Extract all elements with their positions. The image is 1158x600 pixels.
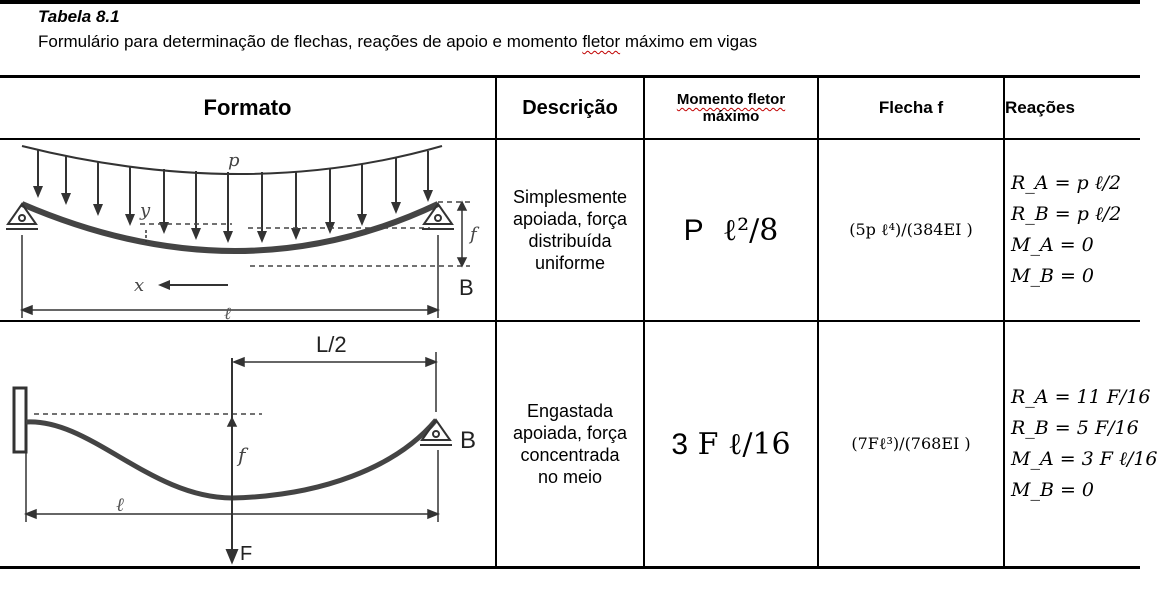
reacao-line: M_B = 0 (1011, 479, 1095, 501)
point-load-diagram (0, 322, 494, 566)
label-f: f (470, 224, 477, 245)
reacao-line: M_A = 0 (1011, 234, 1094, 256)
caption-text-after: máximo em vigas (620, 32, 758, 51)
descricao-line: no meio (537, 467, 603, 487)
descricao-line: Simplesmente (512, 187, 628, 207)
label-p: p (228, 150, 240, 171)
reacao-line: M_A = 3 F ℓ/16 (1011, 448, 1158, 470)
beam-figure-point-load (0, 321, 496, 568)
caption-text-before: Formulário para determinação de flechas, reações de apoio e momento (38, 32, 583, 51)
caption-text-spellcheck: fletor (582, 32, 621, 51)
label-half-span: L/2 (316, 332, 347, 357)
table-number: Tabela 8.1 (38, 7, 120, 26)
fixed-support (14, 388, 26, 452)
momento-cell (644, 139, 818, 321)
header-momento-line2: máximo (702, 108, 760, 125)
top-rule (0, 0, 1140, 4)
label-span-l: ℓ (116, 494, 124, 516)
label-f: f (238, 443, 246, 467)
label-x: x (134, 275, 145, 296)
reacao-line: R_A = p ℓ/2 (1011, 172, 1122, 194)
descricao-cell (496, 321, 644, 568)
distributed-load-diagram (0, 140, 494, 320)
descricao-line: apoiada, força (512, 209, 628, 229)
table-description (38, 31, 757, 53)
reacoes-cell (1004, 139, 1140, 321)
descricao-cell (496, 139, 644, 321)
table-row (0, 321, 1140, 568)
load-arrowheads (33, 186, 433, 243)
flecha-cell: (5p ℓ⁴)/(384EI ) (818, 139, 1004, 321)
flecha-cell: (7Fℓ³)/(768EI ) (818, 321, 1004, 568)
label-y: y (140, 200, 151, 221)
deflection-dimension (458, 202, 466, 266)
descricao-line: concentrada (520, 445, 620, 465)
reacao-line: R_B = p ℓ/2 (1011, 203, 1122, 225)
header-descricao: Descrição (496, 77, 644, 140)
momento-prefix: 3 (671, 427, 689, 461)
label-span-l: ℓ (224, 304, 232, 324)
reacao-line: R_A = 11 F/16 (1011, 386, 1151, 408)
momento-expr: ℓ²/8 (722, 212, 779, 248)
momento-prefix: P (683, 213, 704, 247)
beam-formula-table (0, 75, 1158, 569)
header-row (0, 77, 1140, 140)
header-momento (644, 77, 818, 140)
descricao-line: distribuída (528, 231, 612, 251)
header-reacoes: Reações (1004, 77, 1140, 140)
momento-cell (644, 321, 818, 568)
label-b: B (459, 275, 474, 300)
reacao-line: M_B = 0 (1011, 265, 1095, 287)
momento-expr: F ℓ/16 (697, 426, 791, 462)
label-b: B (460, 427, 477, 454)
label-force-f: F (240, 543, 253, 565)
descricao-line: apoiada, força (512, 423, 628, 443)
descricao-line: Engastada (526, 401, 614, 421)
header-flecha: Flecha f (818, 77, 1004, 140)
table-caption (38, 6, 757, 53)
descricao-line: uniforme (534, 253, 606, 273)
reacoes-cell (1004, 321, 1158, 568)
x-arrow (158, 280, 228, 290)
half-span-dimension (234, 352, 436, 412)
beam-figure-distributed (0, 139, 496, 324)
table-row (0, 139, 1140, 321)
center-line (227, 358, 237, 562)
deflection-marker (228, 418, 236, 426)
reacao-line: R_B = 5 F/16 (1011, 417, 1139, 439)
header-formato: Formato (0, 77, 496, 140)
header-momento-line1: Momento fletor (676, 91, 786, 108)
